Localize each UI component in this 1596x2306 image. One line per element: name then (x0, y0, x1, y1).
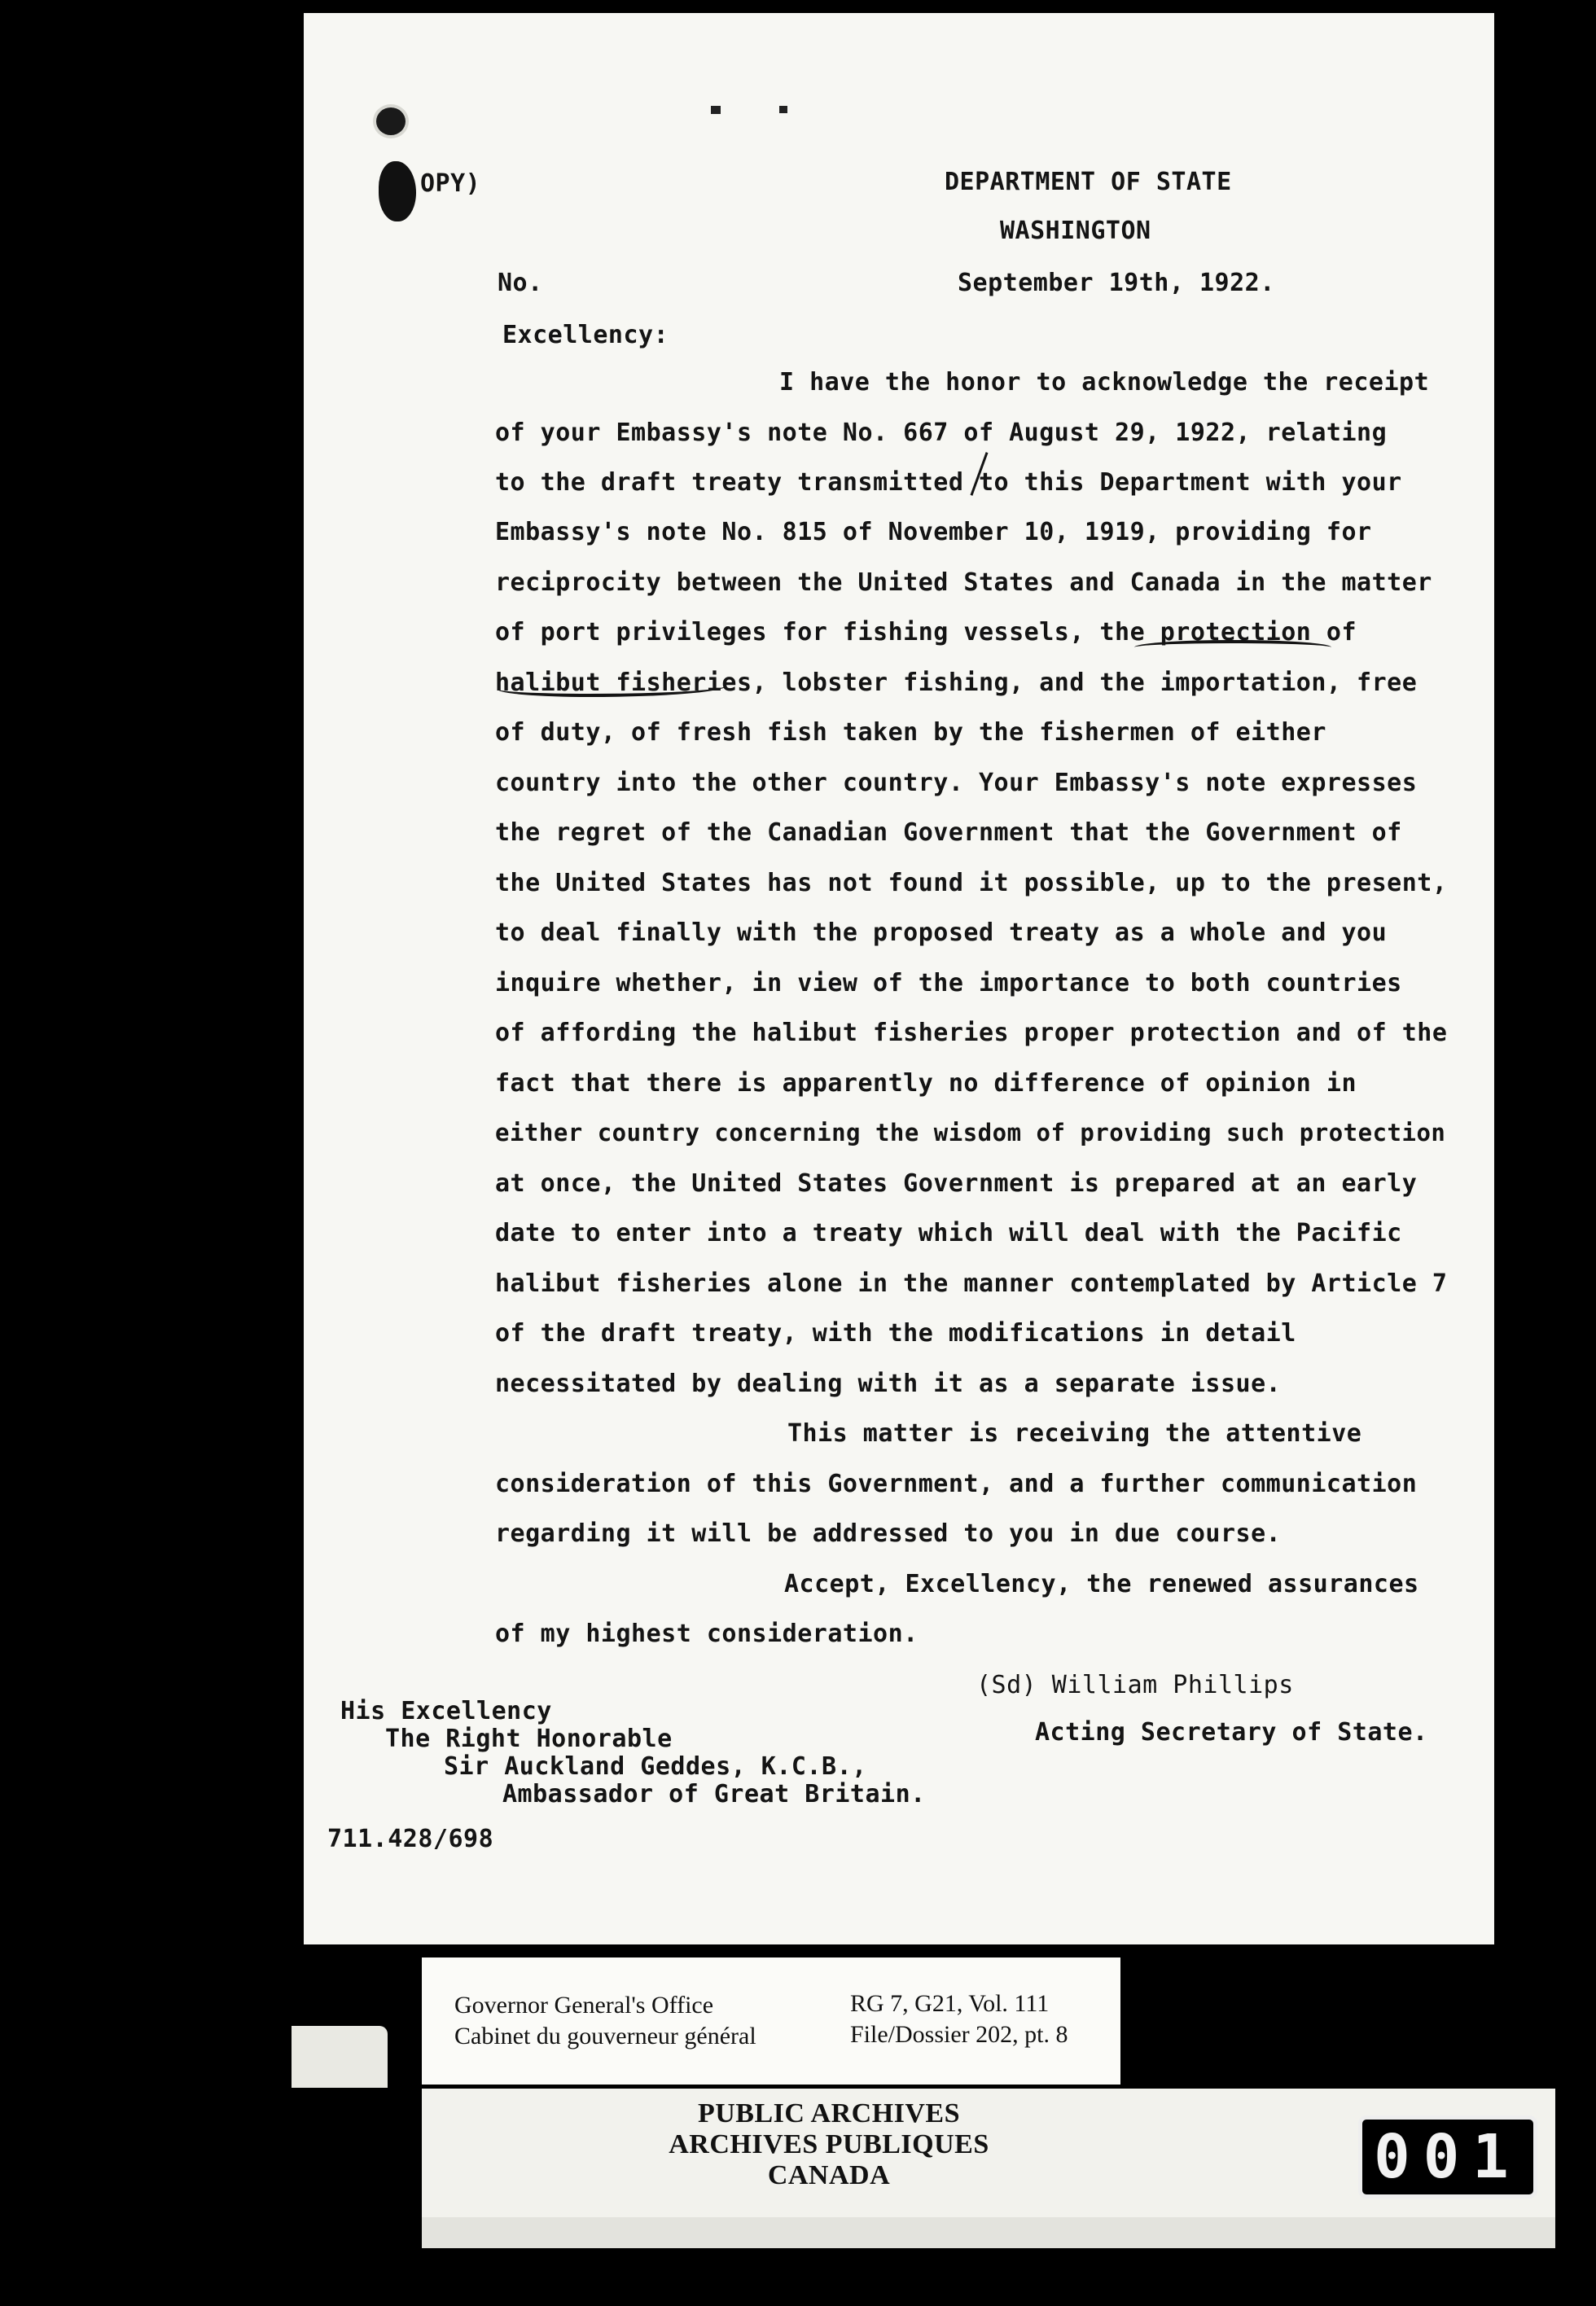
label-tab (292, 2026, 388, 2088)
document-sheet (304, 13, 1494, 1944)
signature-title: Acting Secretary of State. (1035, 1718, 1428, 1747)
salutation: Excellency: (502, 321, 669, 349)
body-line: I have the honor to acknowledge the receipt (779, 368, 1430, 397)
speck (779, 106, 787, 113)
addressee-line: Ambassador of Great Britain. (502, 1780, 926, 1808)
punch-hole-damage (379, 161, 416, 221)
addressee-line: The Right Honorable (385, 1725, 673, 1753)
archive-file: File/Dossier 202, pt. 8 (850, 2021, 1068, 2048)
body-line: at once, the United States Government is prepared at an early (495, 1169, 1418, 1198)
body-line: of port privileges for fishing vessels, the protection of (495, 618, 1357, 647)
closing-line: of my highest consideration. (495, 1620, 919, 1648)
body-line: fact that there is apparently no difference of opinion in (495, 1069, 1357, 1098)
body-line: consideration of this Government, and a further communication (495, 1470, 1418, 1498)
archive-label (422, 1957, 1120, 2085)
body-line: the United States has not found it possible, up to the present, (495, 869, 1448, 897)
body-line: reciprocity between the United States and Canada in the matter (495, 568, 1432, 597)
copy-mark: OPY) (420, 169, 481, 198)
banner-line: ARCHIVES PUBLIQUES (669, 2129, 989, 2159)
signature-name: (Sd) William Phillips (976, 1671, 1294, 1699)
closing-line: Accept, Excellency, the renewed assurances (784, 1570, 1419, 1598)
body-line: This matter is receiving the attentive (787, 1419, 1362, 1448)
frame-number: 001 (1358, 2115, 1537, 2199)
number-label: No. (498, 269, 543, 297)
body-line: inquire whether, in view of the importance to both countries (495, 969, 1402, 997)
letterhead-city: WASHINGTON (1000, 217, 1151, 245)
letter-date: September 19th, 1922. (958, 269, 1275, 297)
addressee-line: His Excellency (340, 1697, 552, 1725)
punch-hole (373, 104, 409, 138)
addressee-line: Sir Auckland Geddes, K.C.B., (444, 1752, 867, 1781)
body-line: halibut fisheries, lobster fishing, and the importation, free (495, 669, 1418, 697)
body-line: of affording the halibut fisheries proper protection and of the (495, 1019, 1448, 1047)
file-number: 711.428/698 (327, 1825, 494, 1853)
body-line: either country concerning the wisdom of providing such protection (495, 1119, 1446, 1146)
body-line: of your Embassy's note No. 667 of August 29, 1922, relating (495, 419, 1388, 447)
archive-reference: RG 7, G21, Vol. 111 (850, 1990, 1050, 2017)
body-line: to the draft treaty transmitted to this Department with your (495, 468, 1402, 497)
film-strip (422, 2217, 1555, 2248)
office-en: Governor General's Office (454, 1992, 714, 2019)
body-line: to deal finally with the proposed treaty as a whole and you (495, 918, 1388, 947)
body-line: Embassy's note No. 815 of November 10, 1919, providing for (495, 518, 1372, 546)
body-line: country into the other country. Your Embassy's note expresses (495, 769, 1418, 797)
speck (711, 106, 721, 114)
banner-line: PUBLIC ARCHIVES (697, 2098, 961, 2128)
body-line: of duty, of fresh fish taken by the fishermen of either (495, 718, 1326, 747)
body-line: of the draft treaty, with the modifications in detail (495, 1319, 1296, 1348)
pencil-underline (1134, 640, 1331, 655)
body-line: halibut fisheries alone in the manner contemplated by Article 7 (495, 1269, 1448, 1298)
body-line: regarding it will be addressed to you in due course. (495, 1519, 1282, 1548)
body-line: date to enter into a treaty which will deal with the Pacific (495, 1219, 1402, 1247)
letterhead-department: DEPARTMENT OF STATE (945, 168, 1232, 196)
body-line: the regret of the Canadian Government that the Government of (495, 818, 1402, 847)
banner-line: CANADA (767, 2160, 891, 2190)
body-line: necessitated by dealing with it as a separate issue. (495, 1370, 1282, 1398)
office-fr: Cabinet du gouverneur général (454, 2023, 756, 2050)
